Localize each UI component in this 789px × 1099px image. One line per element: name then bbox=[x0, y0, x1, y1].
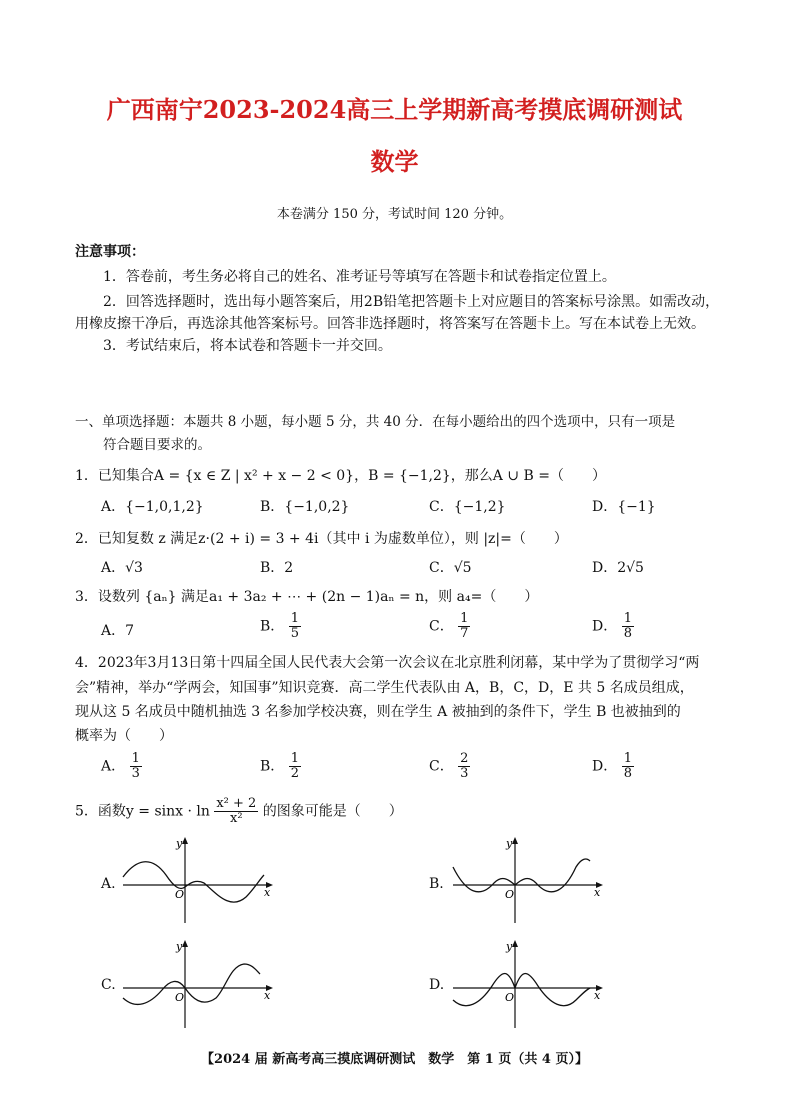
y-axis-label: y bbox=[176, 837, 183, 850]
q3-option-b-fraction bbox=[289, 612, 301, 641]
fraction-denominator: 3 bbox=[131, 766, 140, 781]
q4-option-a-fraction bbox=[130, 752, 142, 781]
q4-option-a-label: A． bbox=[101, 758, 126, 775]
q3-option-c bbox=[429, 612, 470, 641]
q4-stem-line-3: 现从这 5 名成员中随机抽选 3 名参加学校决赛，则在学生 A 被抽到的条件下，学生 B 也被抽到的 bbox=[75, 704, 681, 720]
fraction-denominator: 5 bbox=[290, 626, 300, 641]
note-item-3: 3．考试结束后，将本试卷和答题卡一并交回。 bbox=[103, 338, 392, 354]
q5-option-c: C. bbox=[101, 977, 116, 993]
q4-stem-line-1: 4．2023年3月13日第十四届全国人民代表大会第一次会议在北京胜利闭幕，某中学为了贯彻学习“两 bbox=[75, 655, 700, 671]
fraction-denominator: 2 bbox=[290, 766, 300, 781]
note-item-1: 1．答卷前，考生务必将自己的姓名、准考证号等填写在答题卡和试卷指定位置上。 bbox=[103, 269, 616, 285]
q2-option-c: C．√5 bbox=[429, 560, 472, 576]
fraction-numerator: 1 bbox=[623, 751, 632, 766]
q3-option-d bbox=[592, 612, 634, 641]
q3-option-c-label: C． bbox=[429, 618, 454, 635]
origin-label: O bbox=[505, 888, 515, 901]
x-axis-label: x bbox=[594, 886, 601, 899]
q5-graph-a bbox=[118, 835, 278, 925]
q4-option-d-fraction bbox=[622, 752, 634, 781]
y-axis-label: y bbox=[506, 940, 513, 953]
section-heading: 一、单项选择题：本题共 8 小题，每小题 5 分，共 40 分．在每小题给出的四个选项中，只有一项是 bbox=[75, 414, 676, 430]
origin-label: O bbox=[505, 991, 515, 1004]
fraction-denominator: 8 bbox=[623, 766, 632, 781]
q4-option-b-label: B． bbox=[260, 758, 285, 775]
section-heading-cont: 符合题目要求的。 bbox=[103, 437, 211, 453]
q3-stem: 3．设数列 {aₙ} 满足a₁ + 3a₂ + ⋯ + (2n − 1)aₙ = n，则 a₄=（ ） bbox=[75, 589, 539, 605]
q5-option-a: A. bbox=[101, 876, 116, 892]
y-axis-label: y bbox=[176, 940, 183, 953]
x-axis-label: x bbox=[594, 989, 601, 1002]
q4-option-a bbox=[101, 752, 142, 781]
q4-option-c-fraction bbox=[458, 752, 470, 781]
origin-label: O bbox=[175, 888, 185, 901]
fraction-denominator: 7 bbox=[460, 626, 469, 641]
origin-label: O bbox=[175, 991, 185, 1004]
q1-option-a: A．{−1,0,1,2} bbox=[101, 499, 204, 515]
q5-option-b: B. bbox=[429, 876, 444, 892]
q1-stem: 1．已知集合A = {x ∈ Z | x² + x − 2 < 0}，B = {−1,2}，那么A ∪ B =（ ） bbox=[75, 468, 607, 484]
q2-option-b: B．2 bbox=[260, 560, 294, 576]
q3-option-d-fraction bbox=[622, 612, 634, 641]
q5-graph-b bbox=[448, 835, 608, 925]
q3-option-a: A．7 bbox=[101, 623, 135, 639]
exam-title: 广西南宁2023-2024高三上学期新高考摸底调研测试 bbox=[106, 95, 683, 124]
q4-option-b bbox=[260, 752, 301, 781]
q1-option-d: D．{−1} bbox=[592, 499, 656, 515]
fraction-numerator: 1 bbox=[460, 611, 469, 626]
q3-option-c-fraction bbox=[458, 612, 470, 641]
q4-option-c-label: C． bbox=[429, 758, 454, 775]
note-item-2-cont: 用橡皮擦干净后，再选涂其他答案标号。回答非选择题时，将答案写在答题卡上。写在本试卷上无效。 bbox=[75, 316, 705, 332]
fraction-numerator: 1 bbox=[623, 611, 632, 626]
page-footer: 【2024 届 新高考高三摸底调研测试 数学 第 1 页（共 4 页）】 bbox=[201, 1052, 588, 1067]
fraction-numerator: 1 bbox=[131, 751, 140, 766]
q4-option-b-fraction bbox=[289, 752, 301, 781]
fraction-numerator: 1 bbox=[290, 751, 300, 766]
q5-stem-fraction bbox=[214, 797, 258, 826]
exam-info: 本卷满分 150 分，考试时间 120 分钟。 bbox=[276, 207, 513, 222]
fraction-numerator: 2 bbox=[460, 751, 469, 766]
fraction-numerator: 1 bbox=[290, 611, 300, 626]
q2-stem: 2．已知复数 z 满足z·(2 + i) = 3 + 4i（其中 i 为虚数单位），则 |z|=（ ） bbox=[75, 531, 568, 547]
q4-option-d bbox=[592, 752, 634, 781]
q2-option-a: A．√3 bbox=[101, 560, 143, 576]
fraction-denominator: 8 bbox=[623, 626, 632, 641]
q1-option-b: B．{−1,0,2} bbox=[260, 499, 350, 515]
x-axis-label: x bbox=[264, 989, 271, 1002]
fraction-numerator: x² + 2 bbox=[216, 796, 257, 811]
note-item-2: 2．回答选择题时，选出每小题答案后，用2B铅笔把答题卡上对应题目的答案标号涂黑。如需改动， bbox=[103, 294, 720, 310]
q5-stem-after: 的图象可能是（ ） bbox=[262, 803, 403, 820]
q3-option-d-label: D． bbox=[592, 618, 618, 635]
subject-title: 数学 bbox=[370, 147, 419, 176]
notes-heading: 注意事项： bbox=[75, 244, 145, 260]
q5-graph-d bbox=[448, 938, 608, 1030]
fraction-denominator: x² bbox=[230, 811, 243, 826]
q5-stem bbox=[75, 797, 403, 826]
q4-stem-line-4: 概率为（ ） bbox=[75, 728, 173, 744]
fraction-denominator: 3 bbox=[460, 766, 469, 781]
q2-option-d: D．2√5 bbox=[592, 560, 644, 576]
q5-option-d: D. bbox=[429, 977, 445, 993]
q4-option-d-label: D． bbox=[592, 758, 618, 775]
q5-graph-c bbox=[118, 938, 278, 1030]
y-axis-label: y bbox=[506, 837, 513, 850]
q3-option-b bbox=[260, 612, 301, 641]
x-axis-label: x bbox=[264, 886, 271, 899]
q3-option-b-label: B． bbox=[260, 618, 285, 635]
q5-stem-before: 5．函数y = sinx · ln bbox=[75, 803, 210, 820]
q4-stem-line-2: 会”精神，举办“学两会，知国事”知识竞赛．高二学生代表队由 A，B，C，D，E 共 5 名成员组成， bbox=[75, 680, 694, 696]
q4-option-c bbox=[429, 752, 470, 781]
q1-option-c: C．{−1,2} bbox=[429, 499, 506, 515]
